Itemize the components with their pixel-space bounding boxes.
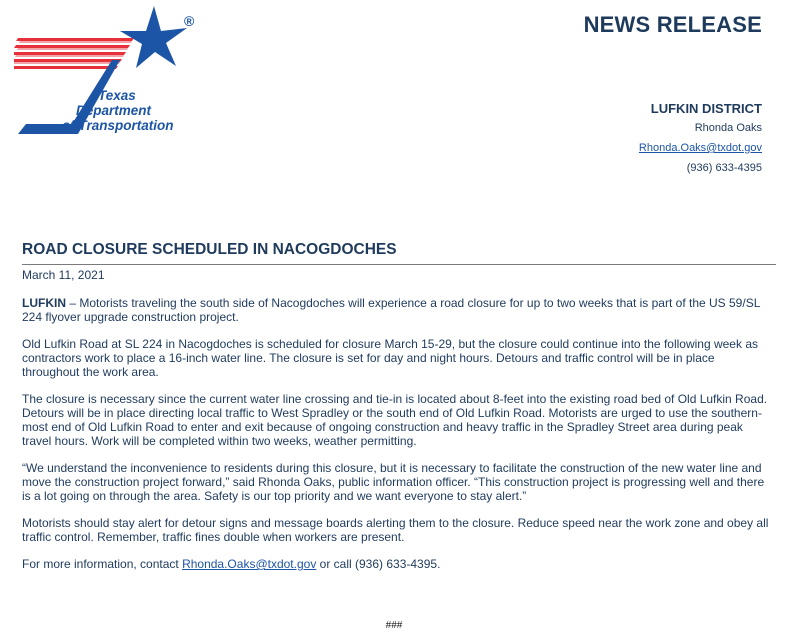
contact-block bbox=[639, 101, 762, 182]
article-body bbox=[22, 296, 770, 584]
logo-text-transportation: of Transportation bbox=[62, 118, 174, 133]
article-headline: ROAD CLOSURE SCHEDULED IN NACOGDOCHES bbox=[22, 241, 397, 258]
paragraph-4: “We understand the inconvenience to residents during this closure, but it is necessary to facilitate the construction of the new water line and move the construction project forward,” said Rhonda Oaks, public information officer. “This construction project is progressing well and there is a lot going on through the area. Safety is our top priority and we want everyone to stay alert.” bbox=[22, 461, 765, 503]
district-name: LUFKIN DISTRICT bbox=[650, 101, 762, 116]
paragraph-1 bbox=[22, 296, 770, 324]
txdot-logo bbox=[14, 4, 204, 138]
paragraph-3: The closure is necessary since the current water line crossing and tie-in is located about 8-feet into the existing road bed of Old Lufkin Road. Detours will be in place directing local traffic to West Spradley or the south end of Old Lufkin Road. Motorists are urged to use the southern-most end of Old Lufkin Road to enter and exit because of ongoing construction and heavy traffic in the Spradley Street area during peak travel hours. Work will be completed within two weeks, weather permitting. bbox=[22, 392, 768, 448]
end-mark: ### bbox=[385, 620, 403, 631]
logo-text-texas: Texas bbox=[98, 88, 136, 103]
paragraph-6 bbox=[22, 557, 770, 571]
logo-text-department: Department bbox=[76, 103, 152, 118]
dateline: LUFKIN bbox=[22, 296, 66, 310]
body-email-link[interactable]: Rhonda.Oaks@txdot.gov bbox=[182, 557, 317, 571]
paragraph-5: Motorists should stay alert for detour signs and message boards alerting them to the closure. Reduce speed near the work zone and obey all traffic control. Remember, traffic fines double when workers are present. bbox=[22, 516, 769, 544]
contact-name: Rhonda Oaks bbox=[694, 122, 762, 134]
paragraph-6-before: For more information, contact bbox=[22, 557, 183, 571]
article-date: March 11, 2021 bbox=[22, 268, 105, 282]
contact-phone: (936) 633-4395 bbox=[686, 162, 762, 174]
logo-registered-mark: ® bbox=[184, 13, 195, 29]
paragraph-1-text: – Motorists traveling the south side of Nacogdoches will experience a road closure for up to two weeks that is part of the US 59/SL 224 flyover upgrade construction project. bbox=[22, 296, 760, 324]
paragraph-6-after: or call (936) 633-4395. bbox=[316, 557, 441, 571]
divider bbox=[22, 264, 776, 265]
page-title: NEWS RELEASE bbox=[583, 12, 762, 37]
paragraph-2: Old Lufkin Road at SL 224 in Nacogdoches is scheduled for closure March 15-29, but the closure could continue into the following week as contractors work to place a 16-inch water line. The closure is set for day and night hours. Detours and traffic control will be in place throughout the work area. bbox=[22, 337, 758, 379]
contact-email-link[interactable]: Rhonda.Oaks@txdot.gov bbox=[638, 142, 762, 154]
